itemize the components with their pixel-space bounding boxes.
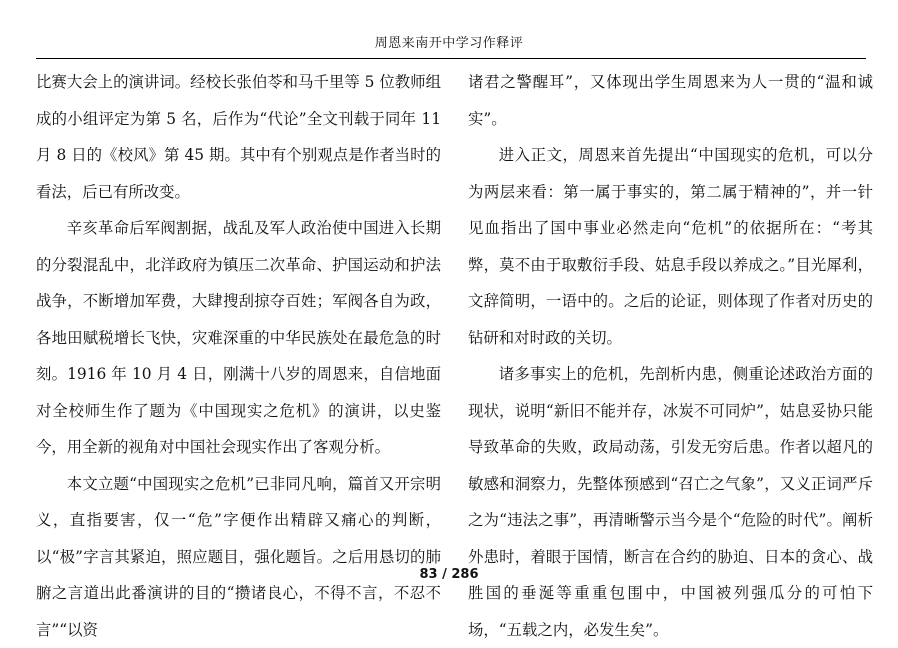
running-header bbox=[0, 36, 898, 52]
paragraph-continued: 诸君之警醒耳”，又体现出学生周恩来为人一贯的“温和诚实”。 bbox=[468, 64, 873, 137]
right-column bbox=[468, 64, 873, 648]
paragraph: 辛亥革命后军阀割据，战乱及军人政治使中国进入长期的分裂混乱中，北洋政府为镇压二次革命、护国运动和护法战争，不断增加军费，大肆搜刮掠夺百姓；军阀各自为政，各地田赋税增长飞快，灾难深重的中华民族处在最危急的时刻。1916 年 10 月 4 日，刚满十八岁的周恩来，自信地面对全校师生作了题为《中国现实之危机》的演讲，以史鉴今，用全新的视角对中国社会现实作出了客观分析。 bbox=[36, 210, 441, 466]
page-number: 83 / 286 bbox=[419, 567, 478, 582]
left-column bbox=[36, 64, 441, 648]
paragraph-continued: 比赛大会上的演讲词。经校长张伯苓和马千里等 5 位教师组成的小组评定为第 5 名，后作为“代论”全文刊载于同年 11 月 8 日的《校风》第 45 期。其中有个别观点是作者当时的看法，后已有所改变。 bbox=[36, 64, 441, 210]
paragraph: 诸多事实上的危机，先剖析内患，侧重论述政治方面的现状，说明“新旧不能并存，冰炭不可同炉”，姑息妥协只能导致革命的失败，政局动荡，引发无穷后患。作者以超凡的敏感和洞察力，先整体预感到“召亡之气象”，又义正词严斥之为“违法之事”，再清晰警示当今是个“危险的时代”。阐析外患时，着眼于国情，断言在合约的胁迫、日本的贪心、战胜国的垂涎等重重包围中，中国被列强瓜分的可怕下场，“五载之内，必发生矣”。 bbox=[468, 356, 873, 648]
header-divider bbox=[36, 58, 866, 59]
page-footer bbox=[0, 567, 898, 583]
paragraph: 进入正文，周恩来首先提出“中国现实的危机，可以分为两层来看：第一属于事实的，第二属于精神的”，并一针见血指出了国中事业必然走向“危机”的依据所在：“考其弊，莫不由于取敷衍手段、姑息手段以养成之。”目光犀利，文辞简明，一语中的。之后的论证，则体现了作者对历史的钻研和对时政的关切。 bbox=[468, 137, 873, 356]
header-title: 周恩来南开中学习作释评 bbox=[375, 36, 524, 51]
paragraph: 本文立题“中国现实之危机”已非同凡响，篇首又开宗明义，直指要害，仅一“危”字便作出精辟又痛心的判断，以“极”字言其紧迫，照应题目，强化题旨。之后用恳切的肺腑之言道出此番演讲的目的“攒诸良心，不得不言，不忍不言”“以资 bbox=[36, 466, 441, 648]
